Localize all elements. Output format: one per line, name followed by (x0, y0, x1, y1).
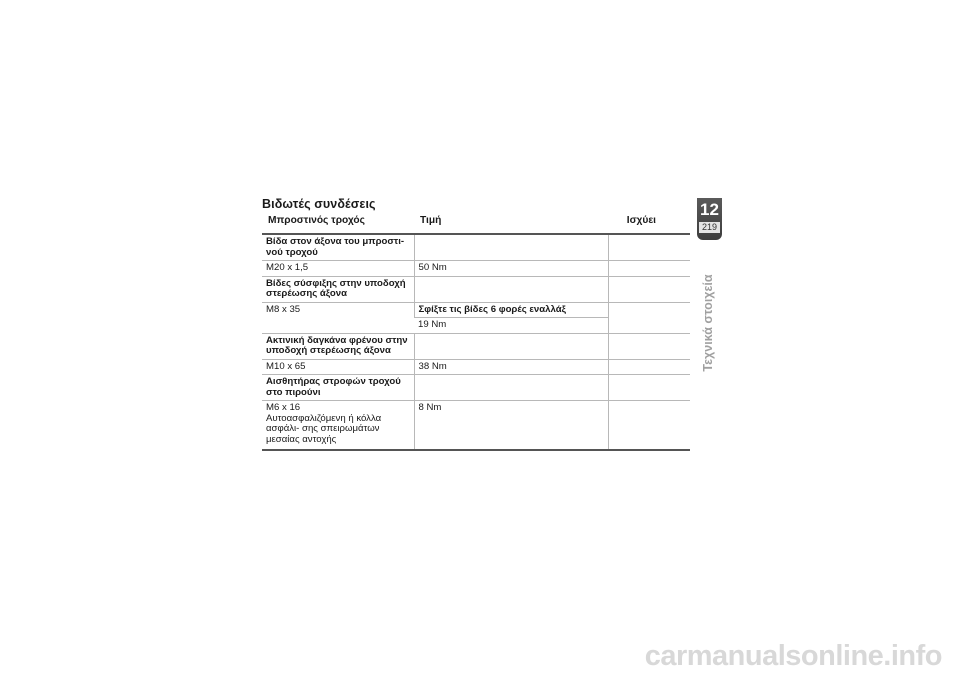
torque-table (262, 211, 690, 451)
table-row (262, 375, 690, 401)
cell-item: Ακτινική δαγκάνα φρένου στην υποδοχή στερέωσης άξονα (262, 333, 414, 359)
table-header-row (262, 211, 690, 234)
cell-value (414, 375, 608, 401)
header-valid: Ισχύει (608, 211, 690, 234)
cell-valid (608, 302, 690, 333)
cell-value: 8 Nm (414, 401, 608, 451)
cell-item: Βίδες σύσφιξης στην υποδοχή στερέωσης άξονα (262, 276, 414, 302)
cell-item (262, 401, 414, 451)
cell-valid (608, 359, 690, 375)
cell-valid (608, 401, 690, 451)
cell-valid (608, 234, 690, 261)
cell-valid (608, 276, 690, 302)
header-value: Τιμή (414, 211, 608, 234)
cell-item: Βίδα στον άξονα του μπροστι- νού τροχού (262, 234, 414, 261)
watermark: carmanualsonline.info (644, 640, 942, 672)
side-label-container (701, 268, 715, 378)
table-row (262, 261, 690, 277)
table-row (262, 401, 690, 451)
cell-value: 19 Nm (414, 318, 608, 334)
cell-item: Αισθητήρας στροφών τροχού στο πιρούνι (262, 375, 414, 401)
table-row (262, 359, 690, 375)
page-number: 219 (699, 222, 720, 233)
chapter-side-label: Τεχνικά στοιχεία (701, 274, 715, 372)
cell-valid (608, 333, 690, 359)
page-title: Βιδωτές συνδέσεις (262, 197, 376, 211)
chapter-tab (697, 198, 722, 240)
chapter-number: 12 (700, 200, 719, 219)
table-row (262, 333, 690, 359)
cell-value (414, 276, 608, 302)
cell-value: Σφίξτε τις βίδες 6 φορές εναλλάξ (414, 302, 608, 318)
cell-value: 50 Nm (414, 261, 608, 277)
cell-valid (608, 375, 690, 401)
table-row (262, 234, 690, 261)
cell-item-spec: M6 x 16 (266, 402, 301, 413)
table-row (262, 276, 690, 302)
table-row (262, 302, 690, 318)
cell-value: 38 Nm (414, 359, 608, 375)
cell-item: M20 x 1,5 (262, 261, 414, 277)
cell-item: M8 x 35 (262, 302, 414, 333)
cell-item: M10 x 65 (262, 359, 414, 375)
cell-item-note: Αυτοασφαλιζόμενη ή κόλλα ασφάλι- σης σπειρωμάτων μεσαίας αντοχής (266, 412, 382, 445)
cell-value (414, 234, 608, 261)
cell-valid (608, 261, 690, 277)
header-front-wheel: Μπροστινός τροχός (262, 211, 414, 234)
cell-value (414, 333, 608, 359)
